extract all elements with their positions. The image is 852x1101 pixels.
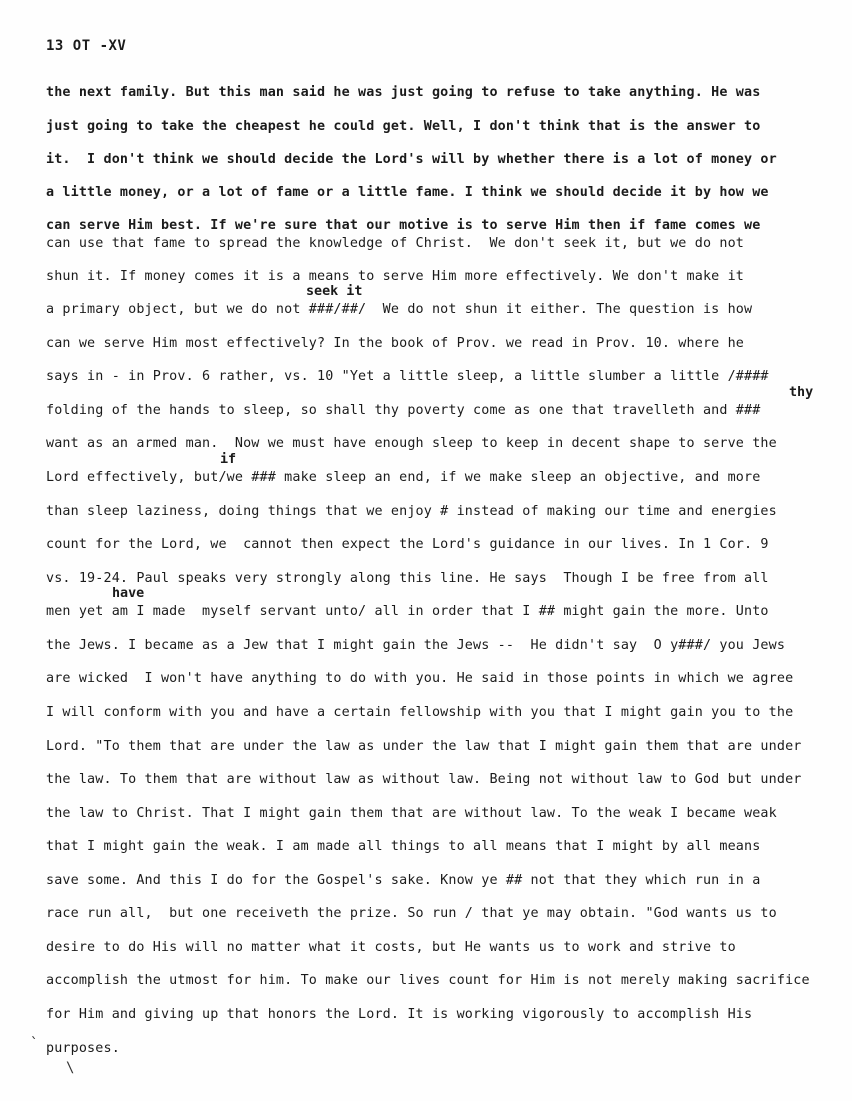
text-line: Lord. "To them that are under the law as under the law that I might gain them that are under	[46, 739, 802, 754]
text-line: can serve Him best. If we're sure that our motive is to serve Him then if fame comes we	[46, 218, 761, 233]
text-line: save some. And this I do for the Gospel's sake. Know ye ## not that they which run in a	[46, 873, 761, 888]
text-line: the next family. But this man said he was just going to refuse to take anything. He was	[46, 85, 761, 100]
text-line: can we serve Him most effectively? In the book of Prov. we read in Prov. 10. where he	[46, 336, 745, 351]
text-line: just going to take the cheapest he could get. Well, I don't think that is the answer to	[46, 119, 761, 134]
text-line: that I might gain the weak. I am made all things to all means that I might by all means	[46, 839, 761, 854]
insertion-have: have	[112, 586, 145, 601]
text-line: than sleep laziness, doing things that we enjoy # instead of making our time and energies	[46, 504, 777, 519]
text-line: can use that fame to spread the knowledge of Christ. We don't seek it, but we do not	[46, 236, 745, 251]
text-line: shun it. If money comes it is a means to serve Him more effectively. We don't make it	[46, 269, 745, 284]
text-line: the Jews. I became as a Jew that I might gain the Jews -- He didn't say O y###/ you Jews	[46, 638, 786, 653]
text-line: count for the Lord, we cannot then expect the Lord's guidance in our lives. In 1 Cor. 9	[46, 537, 769, 552]
stray-mark-icon: \	[66, 1060, 75, 1076]
text-line: want as an armed man. Now we must have enough sleep to keep in decent shape to serve the	[46, 436, 777, 451]
insertion-seek-it: seek it	[306, 284, 363, 299]
page-header: 13 OT -XV	[46, 38, 127, 54]
stray-mark-icon: `	[30, 1036, 39, 1052]
text-line: the law to Christ. That I might gain them that are without law. To the weak I became weak	[46, 806, 777, 821]
text-line: says in - in Prov. 6 rather, vs. 10 "Yet a little sleep, a little slumber a little /####	[46, 369, 769, 384]
text-line: the law. To them that are without law as without law. Being not without law to God but under	[46, 772, 802, 787]
text-line: a primary object, but we do not ###/##/ We do not shun it either. The question is how	[46, 302, 753, 317]
text-line: Lord effectively, but/we ### make sleep an end, if we make sleep an objective, and more	[46, 470, 761, 485]
text-line: for Him and giving up that honors the Lord. It is working vigorously to accomplish His	[46, 1007, 753, 1022]
text-line: desire to do His will no matter what it costs, but He wants us to work and strive to	[46, 940, 736, 955]
text-line: folding of the hands to sleep, so shall thy poverty come as one that travelleth and ###	[46, 403, 761, 418]
text-line: vs. 19-24. Paul speaks very strongly along this line. He says Though I be free from all	[46, 571, 769, 586]
text-line: race run all, but one receiveth the prize. So run / that ye may obtain. "God wants us to	[46, 906, 777, 921]
insertion-thy: thy	[789, 385, 814, 400]
insertion-if: if	[220, 452, 237, 467]
text-line: it. I don't think we should decide the Lord's will by whether there is a lot of money or	[46, 152, 777, 167]
text-line: men yet am I made myself servant unto/ all in order that I ## might gain the more. Unto	[46, 604, 769, 619]
text-line: accomplish the utmost for him. To make our lives count for Him is not merely making sacrifice	[46, 973, 810, 988]
text-line: are wicked I won't have anything to do with you. He said in those points in which we agree	[46, 671, 794, 686]
text-line: purposes.	[46, 1041, 120, 1056]
text-line: I will conform with you and have a certain fellowship with you that I might gain you to the	[46, 705, 794, 720]
text-line: a little money, or a lot of fame or a little fame. I think we should decide it by how we	[46, 185, 769, 200]
